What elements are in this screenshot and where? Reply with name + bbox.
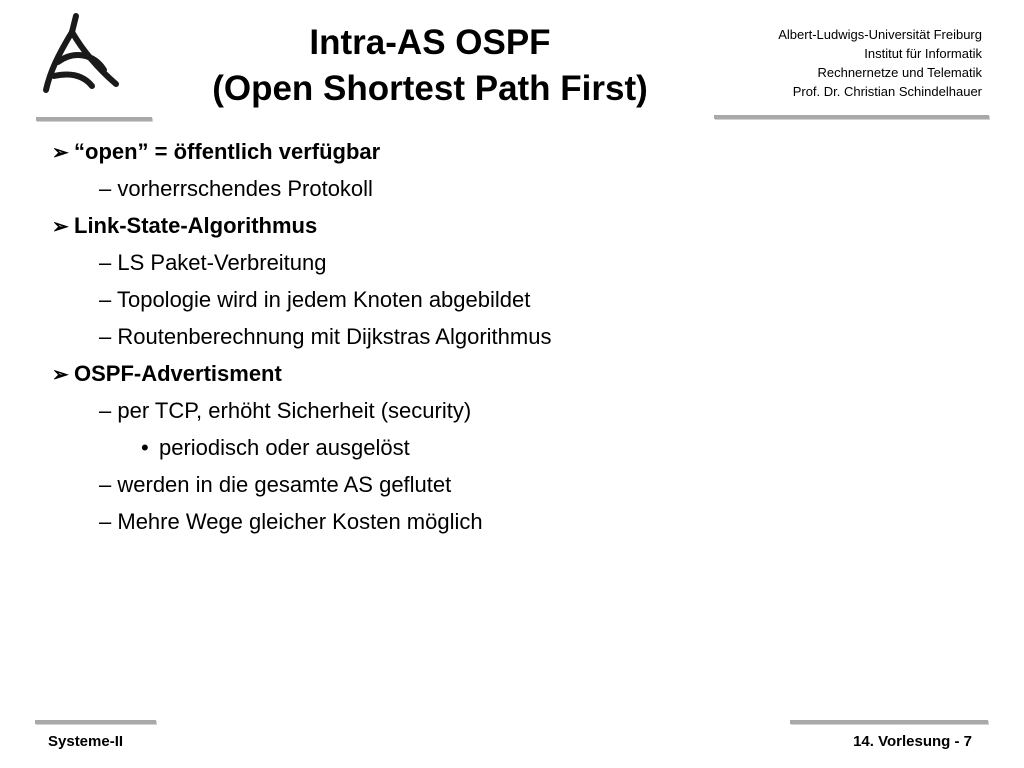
sub-sub-bullet-text: periodisch oder ausgelöst: [159, 435, 410, 460]
institution-institute: Institut für Informatik: [864, 46, 982, 61]
footer-course-name: Systeme-II: [48, 733, 124, 750]
bullet-text: “open” = öffentlich verfügbar: [74, 139, 381, 164]
institution-info: [778, 25, 982, 101]
sub-bullet-text: vorherrschendes Protokoll: [117, 176, 373, 201]
bullet-item: [52, 360, 952, 397]
institution-university: Albert-Ludwigs-Universität Freiburg: [778, 27, 982, 42]
sub-bullet-item: [52, 286, 952, 323]
slide-title-line-1: Intra-AS OSPF: [309, 23, 551, 62]
sub-bullet-item: [52, 508, 952, 545]
sub-bullet-text: per TCP, erhöht Sicherheit (security): [117, 398, 472, 423]
bullet-item: [52, 212, 952, 249]
sub-bullet-text: LS Paket-Verbreitung: [117, 250, 327, 275]
bullet-item: [52, 138, 952, 175]
institution-professor: Prof. Dr. Christian Schindelhauer: [792, 84, 982, 99]
bullet-text: OSPF-Advertisment: [74, 361, 282, 386]
sub-bullet-text: werden in die gesamte AS geflutet: [117, 472, 452, 497]
dash-marker: –: [99, 509, 112, 534]
dash-marker: –: [99, 398, 112, 423]
slide-title: [150, 20, 710, 112]
dash-marker: –: [99, 250, 112, 275]
dash-marker: –: [99, 472, 112, 497]
sub-bullet-item: [52, 175, 952, 212]
footer-divider-left: [35, 720, 156, 724]
sub-bullet-text: Mehre Wege gleicher Kosten möglich: [117, 509, 483, 534]
sub-bullet-text: Routenberechnung mit Dijkstras Algorithmus: [117, 324, 552, 349]
arrow-bullet-icon: ➢: [52, 142, 69, 164]
dash-marker: –: [99, 287, 112, 312]
dash-marker: –: [99, 176, 112, 201]
slide-content: [52, 138, 952, 545]
sub-bullet-item: [52, 249, 952, 286]
footer-slide-number: 14. Vorlesung - 7: [853, 733, 972, 750]
sub-bullet-item: [52, 323, 952, 360]
sub-bullet-text: Topologie wird in jedem Knoten abgebildet: [116, 287, 531, 312]
footer-divider-right: [790, 720, 988, 724]
dash-marker: –: [99, 324, 112, 349]
institution-department: Rechnernetze und Telematik: [817, 65, 982, 80]
header-divider-left: [36, 117, 152, 121]
sub-sub-bullet-item: [52, 434, 952, 471]
slide-title-line-2: (Open Shortest Path First): [212, 69, 648, 108]
bullet-text: Link-State-Algorithmus: [74, 213, 318, 238]
header-divider-right: [714, 115, 989, 119]
arrow-bullet-icon: ➢: [52, 364, 69, 386]
university-logo-icon: [28, 10, 132, 100]
sub-bullet-item: [52, 397, 952, 434]
sub-bullet-item: [52, 471, 952, 508]
arrow-bullet-icon: ➢: [52, 216, 69, 238]
dot-bullet-icon: •: [141, 435, 149, 460]
